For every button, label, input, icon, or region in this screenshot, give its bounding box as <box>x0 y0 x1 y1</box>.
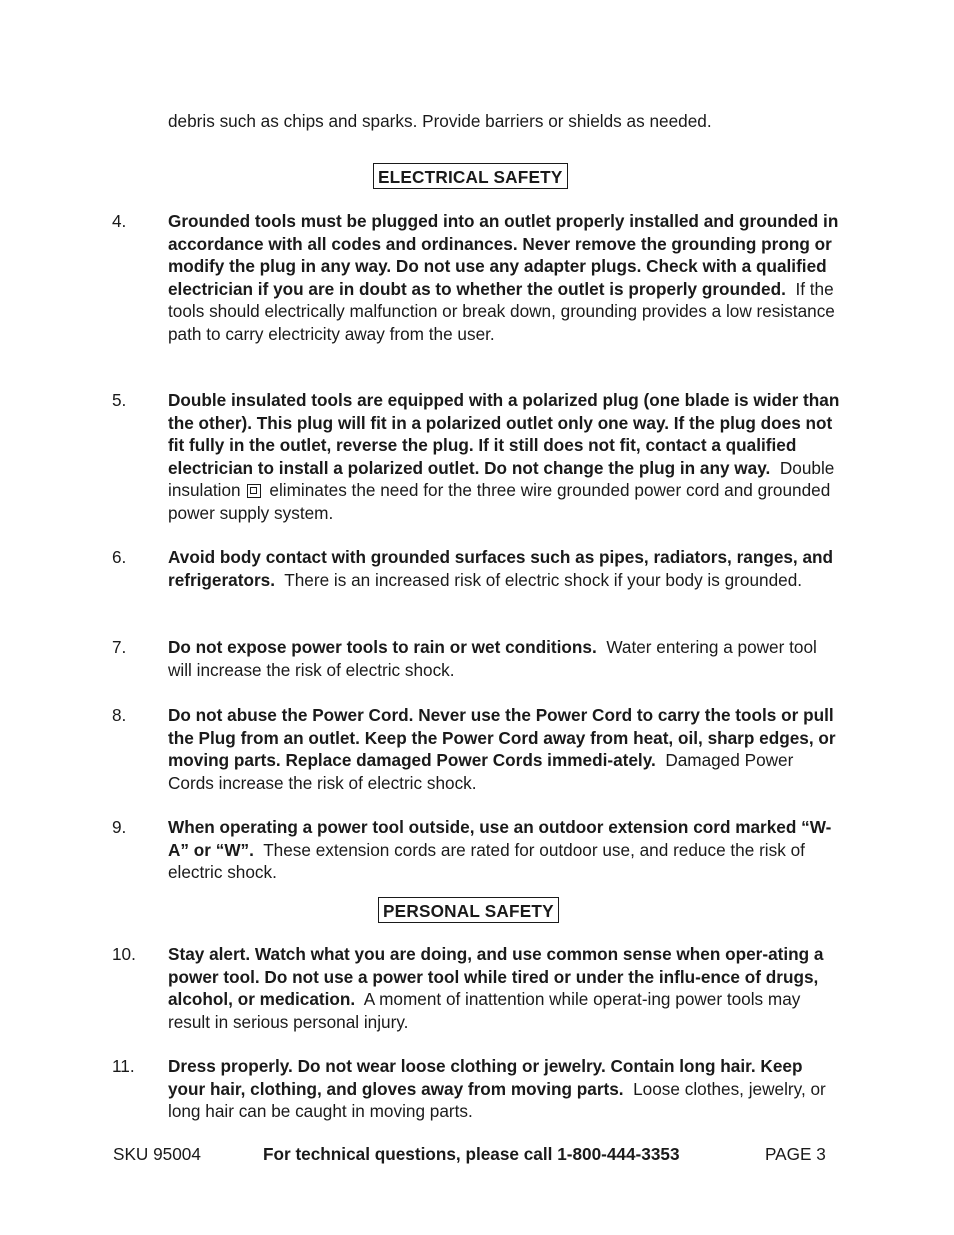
tech-support-line: For technical questions, please call 1-800-444-3353 <box>263 1144 680 1164</box>
item-bold-text: Avoid body contact with grounded surfaces such as pipes, radiators, ranges, and refrigerators. <box>168 547 834 590</box>
item-normal-text-continued: eliminates the need for the three wire grounded power cord and grounded power supply system. <box>168 480 831 523</box>
item-text <box>168 546 843 591</box>
item-bold-text: When operating a power tool outside, use an outdoor extension cord marked “W-A” or “W”. <box>168 817 832 860</box>
item-normal-text: A moment of inattention while operat-ing power tools may result in serious personal injury. <box>168 989 801 1032</box>
item-text <box>168 704 843 794</box>
item-number: 4. <box>112 211 127 231</box>
item-number: 6. <box>112 547 127 567</box>
item-normal-text: Water entering a power tool will increase the risk of electric shock. <box>168 637 817 680</box>
item-normal-text: Damaged Power Cords increase the risk of electric shock. <box>168 750 794 793</box>
list-item-11 <box>112 1055 848 1123</box>
page-footer <box>0 1143 954 1167</box>
list-item-7 <box>112 636 848 681</box>
item-text <box>168 816 843 884</box>
item-text <box>168 636 843 681</box>
intro-paragraph: debris such as chips and sparks. Provide barriers or shields as needed. <box>168 111 712 131</box>
item-bold-text: Dress properly. Do not wear loose clothing or jewelry. Contain long hair. Keep your hair, clothing, and gloves away from moving parts. <box>168 1056 803 1099</box>
item-bold-text: Grounded tools must be plugged into an outlet properly installed and grounded in accordance with all codes and ordinances. Never remove the grounding prong or modify the plug in any way. Do not use any adapter plugs. Check with a qualified electrician if you are in doubt as to whether the outlet is properly grounded. <box>168 211 839 299</box>
item-text <box>168 210 843 345</box>
section-heading-personal-safety: PERSONAL SAFETY <box>378 897 559 923</box>
item-number: 9. <box>112 817 127 837</box>
item-bold-text: Double insulated tools are equipped with a polarized plug (one blade is wider than the other). This plug will fit in a polarized outlet only one way. If the plug does not fit fully in the outlet, reverse the plug. If it still does not fit, contact a qualified electrician to install a polarized outlet. Do not change the plug in any way. <box>168 390 840 478</box>
item-number: 8. <box>112 705 127 725</box>
item-normal-text: Loose clothes, jewelry, or long hair can be caught in moving parts. <box>168 1078 826 1121</box>
list-item-8 <box>112 704 848 794</box>
item-number: 10. <box>112 944 136 964</box>
item-number: 5. <box>112 390 127 410</box>
double-insulation-icon <box>247 484 261 498</box>
item-bold-text: Stay alert. Watch what you are doing, and use common sense when oper-ating a power tool. Do not use a power tool while tired or under the influ-ence of drugs, alcohol, or medication. <box>168 944 824 1009</box>
item-bold-text: Do not abuse the Power Cord. Never use the Power Cord to carry the tools or pull the Plug from an outlet. Keep the Power Cord away from heat, oil, sharp edges, or moving parts. Replace damaged Power Cords immedi-ately. <box>168 705 836 770</box>
list-item-5 <box>112 389 848 524</box>
item-number: 11. <box>112 1056 135 1076</box>
page-number: PAGE 3 <box>765 1144 826 1164</box>
item-text <box>168 1055 843 1123</box>
item-normal-text: There is an increased risk of electric shock if your body is grounded. <box>284 569 803 590</box>
item-text <box>168 943 843 1033</box>
list-item-9 <box>112 816 848 884</box>
list-item-6 <box>112 546 848 591</box>
item-text <box>168 389 843 524</box>
list-item-4 <box>112 210 848 345</box>
item-bold-text: Do not expose power tools to rain or wet conditions. <box>168 637 597 657</box>
section-heading-electrical-safety: ELECTRICAL SAFETY <box>373 163 568 189</box>
item-normal-text: Double insulation <box>168 457 835 500</box>
item-normal-text: If the tools should electrically malfunction or break down, grounding provides a low resistance path to carry electricity away from the user. <box>168 278 835 344</box>
list-item-10 <box>112 943 848 1033</box>
item-number: 7. <box>112 637 127 657</box>
sku-label: SKU 95004 <box>113 1144 201 1164</box>
item-normal-text: These extension cords are rated for outdoor use, and reduce the risk of electric shock. <box>168 839 805 882</box>
